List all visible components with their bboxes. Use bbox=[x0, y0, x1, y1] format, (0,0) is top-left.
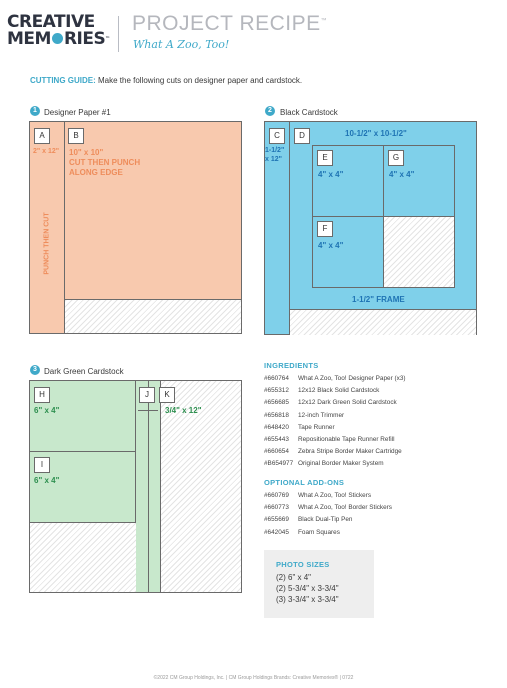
note-b1: CUT THEN PUNCH bbox=[69, 158, 141, 167]
dim-g: 4" x 4" bbox=[389, 170, 415, 179]
tag-k: K bbox=[159, 387, 175, 403]
list-item: #642045 Foam Squares bbox=[264, 528, 340, 536]
list-item: #660773 What A Zoo, Too! Border Stickers bbox=[264, 504, 393, 512]
list-item: #660769 What A Zoo, Too! Stickers bbox=[264, 492, 372, 499]
section3-number-badge: 3 bbox=[30, 365, 40, 375]
tag-b: B bbox=[68, 128, 84, 144]
dim-f: 4" x 4" bbox=[318, 241, 344, 250]
dim-d: 10-1/2" x 10-1/2" bbox=[345, 129, 407, 138]
frame-label: 1-1/2" FRAME bbox=[352, 295, 405, 304]
dimension-arrow-jk bbox=[138, 410, 158, 411]
tag-h: H bbox=[34, 387, 50, 403]
list-item: #655443 Repositionable Tape Runner Refill bbox=[264, 436, 395, 444]
section1-label: Designer Paper #1 bbox=[44, 108, 111, 117]
dim-b: 10" x 10" bbox=[69, 148, 104, 157]
list-item: #B654977 Original Border Maker System bbox=[264, 460, 384, 468]
dim-h: 6" x 4" bbox=[34, 406, 60, 415]
ingredients-heading: INGREDIENTS bbox=[264, 361, 319, 370]
cut-line-hi bbox=[30, 451, 135, 452]
brand-logo-line2: MEM RIES™ bbox=[7, 29, 110, 49]
section3-label: Dark Green Cardstock bbox=[44, 367, 124, 376]
tag-e: E bbox=[317, 150, 333, 166]
tag-i: I bbox=[34, 457, 50, 473]
photo-sizes-list bbox=[276, 572, 339, 605]
dim-i: 6" x 4" bbox=[34, 476, 60, 485]
tag-c: C bbox=[269, 128, 285, 144]
addons-list bbox=[264, 490, 392, 539]
cut-line-c bbox=[289, 122, 290, 334]
list-item: (2) 5-3/4" x 3-3/4" bbox=[276, 584, 339, 593]
section1-number-badge: 1 bbox=[30, 106, 40, 116]
list-item: #660764 What A Zoo, Too! Designer Paper (x3) bbox=[264, 375, 406, 382]
header-divider bbox=[118, 16, 119, 52]
cut-line-jk bbox=[148, 381, 149, 592]
list-item: (2) 6" x 4" bbox=[276, 573, 312, 582]
tag-j: J bbox=[139, 387, 155, 403]
dim-c2: x 12" bbox=[265, 156, 282, 163]
section2-label: Black Cardstock bbox=[280, 108, 338, 117]
list-item: #656685 12x12 Dark Green Solid Cardstock bbox=[264, 399, 397, 407]
section2-inner-scrap bbox=[384, 217, 454, 287]
ingredients-list bbox=[264, 373, 406, 471]
dim-jk: 3/4" x 12" bbox=[165, 406, 202, 415]
list-item: #648420 Tape Runner bbox=[264, 423, 335, 431]
addons-heading: OPTIONAL ADD-ONS bbox=[264, 478, 345, 487]
list-item: #656818 12-inch Trimmer bbox=[264, 411, 345, 419]
flower-icon bbox=[52, 33, 63, 44]
list-item: (3) 3-3/4" x 3-3/4" bbox=[276, 595, 339, 604]
page-title: PROJECT RECIPE™ bbox=[132, 12, 328, 35]
section2-scrap bbox=[290, 309, 476, 335]
list-item: #655669 Black Dual-Tip Pen bbox=[264, 516, 353, 524]
note-b2: ALONG EDGE bbox=[69, 168, 123, 177]
dim-c: 1-1/2" bbox=[265, 147, 285, 154]
section2-number-badge: 2 bbox=[265, 106, 275, 116]
photo-sizes-heading: PHOTO SIZES bbox=[276, 560, 330, 569]
page-subtitle: What A Zoo, Too! bbox=[133, 38, 230, 51]
dim-e: 4" x 4" bbox=[318, 170, 344, 179]
list-item: #655312 12x12 Black Solid Cardstock bbox=[264, 387, 380, 395]
footer: ©2022 CM Group Holdings, Inc. | CM Group Holdings Brands: Creative Memories® | 0722 bbox=[153, 675, 354, 681]
vertical-note-a: PUNCH THEN CUT bbox=[43, 212, 51, 275]
tag-a: A bbox=[34, 128, 50, 144]
tag-g: G bbox=[388, 150, 404, 166]
dim-a: 2" x 12" bbox=[33, 148, 60, 155]
cutting-guide: CUTTING GUIDE: Make the following cuts on designer paper and cardstock. bbox=[30, 76, 303, 85]
list-item: #660654 Zebra Stripe Border Maker Cartridge bbox=[264, 448, 402, 456]
tag-d: D bbox=[294, 128, 310, 144]
tag-f: F bbox=[317, 221, 333, 237]
brand-logo-line1: CREATIVE bbox=[7, 12, 95, 32]
